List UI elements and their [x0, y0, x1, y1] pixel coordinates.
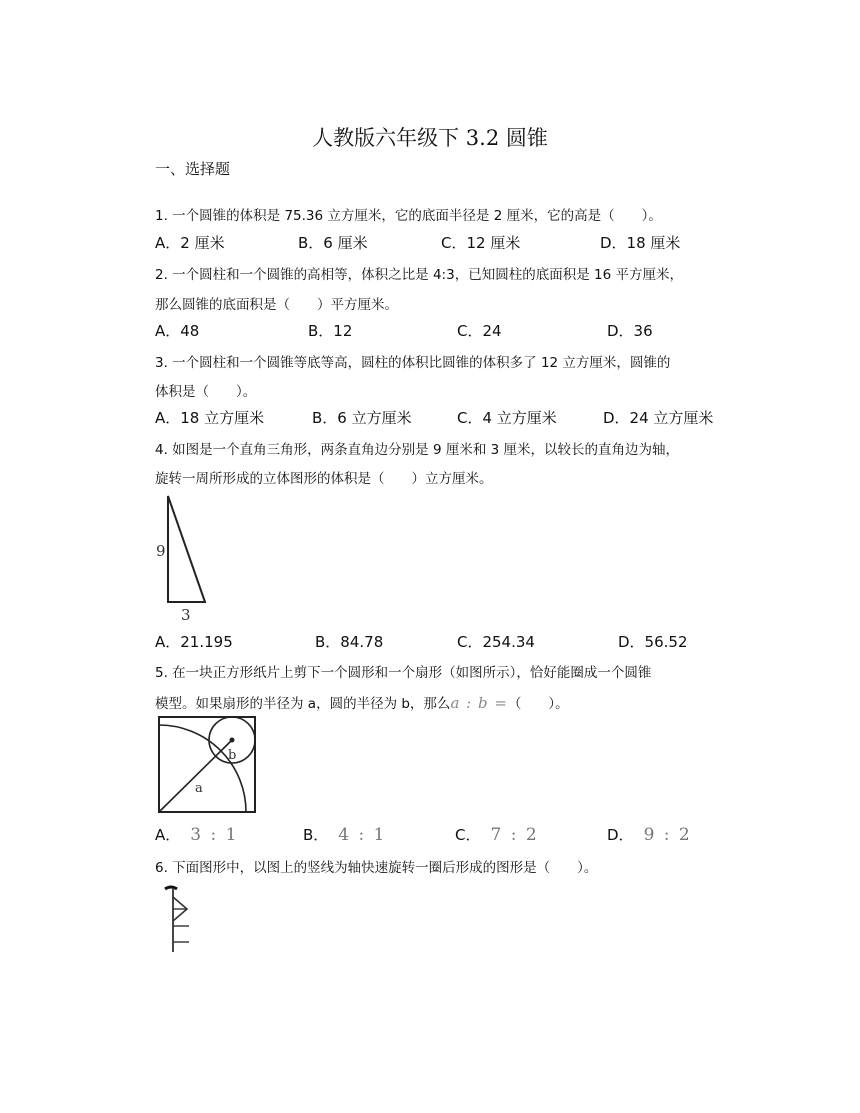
circle-center-dot [230, 738, 235, 743]
rotation-axis-figure [163, 884, 193, 954]
question-4-line-1: 4. 如图是一个直角三角形，两条直角边分别是 9 厘米和 3 厘米，以较长的直角边为轴， [155, 442, 680, 458]
q2-option-d[interactable]: D．36 [607, 322, 653, 340]
q1-option-b[interactable]: B．6 厘米 [298, 234, 368, 252]
q5-option-c-value: 7 : 2 [490, 825, 539, 845]
sector-radius-label: a [195, 781, 203, 796]
q4-option-c[interactable]: C．254.34 [457, 633, 535, 651]
q3-option-c[interactable]: C．4 立方厘米 [457, 409, 557, 427]
q5-option-a[interactable] [155, 824, 238, 845]
ratio-expression: a : b = [450, 694, 508, 712]
q3-option-a[interactable]: A．18 立方厘米 [155, 409, 265, 427]
q5-option-a-letter: A． [155, 826, 181, 844]
q5-option-b-value: 4 : 1 [338, 825, 387, 845]
q5-option-b-letter: B． [303, 826, 329, 844]
q5-option-c-letter: C． [455, 826, 481, 844]
q5-option-d[interactable] [607, 824, 692, 845]
axis-top-mark [165, 887, 177, 889]
triangle-base-label: 3 [181, 606, 191, 624]
q4-option-d[interactable]: D．56.52 [618, 633, 688, 651]
q3-option-b[interactable]: B．6 立方厘米 [312, 409, 412, 427]
question-5-line-2-text: 模型。如果扇形的半径为 a，圆的半径为 b，那么 [155, 696, 451, 712]
q4-option-b[interactable]: B．84.78 [315, 633, 384, 651]
question-4-line-2: 旋转一周所形成的立体图形的体积是（ ）立方厘米。 [155, 471, 493, 487]
question-5-line-1: 5. 在一块正方形纸片上剪下一个圆形和一个扇形（如图所示），恰好能圈成一个圆锥 [155, 665, 652, 681]
triangle-shape [168, 496, 205, 602]
q1-option-a[interactable]: A．2 厘米 [155, 234, 225, 252]
q5-option-b[interactable] [303, 824, 386, 845]
question-3-line-1: 3. 一个圆柱和一个圆锥等底等高，圆柱的体积比圆锥的体积多了 12 立方厘米，圆锥的 [155, 355, 671, 371]
question-1-text: 1. 一个圆锥的体积是 75.36 立方厘米，它的底面半径是 2 厘米，它的高是（ ）。 [155, 208, 662, 224]
q5-option-c[interactable] [455, 824, 539, 845]
q1-option-d[interactable]: D．18 厘米 [600, 234, 681, 252]
page-title: 人教版六年级下 3.2 圆锥 [312, 126, 548, 150]
question-3-line-2: 体积是（ ）。 [155, 384, 257, 400]
question-2-line-2: 那么圆锥的底面积是（ ）平方厘米。 [155, 297, 398, 313]
q3-option-d[interactable]: D．24 立方厘米 [603, 409, 714, 427]
right-triangle-figure [150, 492, 220, 624]
sector-radius-line [159, 740, 232, 812]
q1-option-c[interactable]: C．12 厘米 [441, 234, 521, 252]
triangle-height-label: 9 [156, 542, 166, 560]
q4-option-a[interactable]: A．21.195 [155, 633, 233, 651]
square-sector-circle-figure [157, 715, 259, 815]
q5-option-d-letter: D． [607, 826, 634, 844]
question-2-line-1: 2. 一个圆柱和一个圆锥的高相等，体积之比是 4:3，已知圆柱的底面积是 16 平方厘米， [155, 267, 683, 283]
q5-option-a-value: 3 : 1 [190, 825, 239, 845]
question-5-answer-blank: （ ）。 [507, 696, 569, 712]
question-6-text: 6. 下面图形中，以图上的竖线为轴快速旋转一圈后形成的图形是（ ）。 [155, 860, 598, 876]
q5-option-d-value: 9 : 2 [643, 825, 692, 845]
q2-option-b[interactable]: B．12 [308, 322, 353, 340]
section-heading: 一、选择题 [155, 160, 231, 178]
q2-option-a[interactable]: A．48 [155, 322, 200, 340]
q2-option-c[interactable]: C．24 [457, 322, 502, 340]
circle-radius-label: b [228, 748, 237, 763]
